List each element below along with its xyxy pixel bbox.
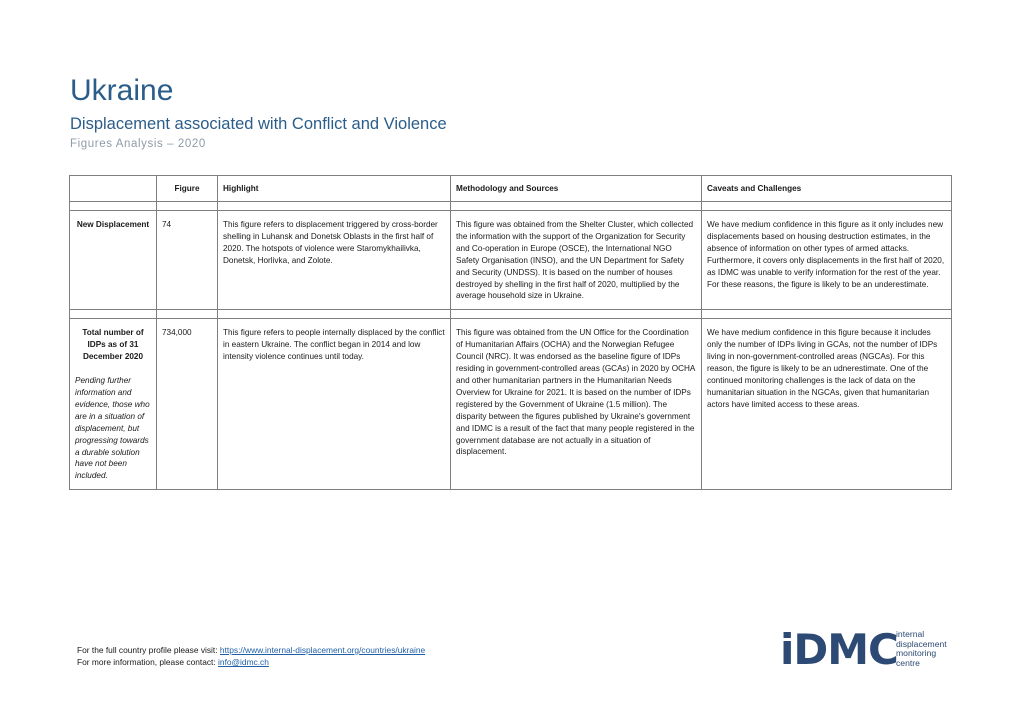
figures-table <box>69 175 952 490</box>
column-header-highlight: Highlight <box>218 176 451 202</box>
footer-contact-line <box>77 656 425 668</box>
row-methodology: This figure was obtained from the Shelter Cluster, which collected the information with the support of the Organization for Security and Co-operation in Europe (OSCE), the International NGO Safety Organisation (INSO), and the UN Department for Safety and Security (UNDSS). It is based on the number of houses destroyed by shelling in the first half of 2020, multiplied by the average household size in Ukraine. <box>451 211 702 310</box>
row-highlight: This figure refers to people internally displaced by the conflict in eastern Ukraine. The conflict began in 2014 and low intensity violence continues until today. <box>218 319 451 490</box>
row-caveats: We have medium confidence in this figure as it only includes new displacements based on housing destruction estimates, in the absence of information on other types of armed attacks. Furthermore, it covers only displacements in the first half of 2020, as IDMC was unable to verify information for the rest of the year. For these reasons, the figure is likely to be an underestimate. <box>702 211 952 310</box>
footer-profile-line <box>77 644 425 656</box>
page-subtitle: Displacement associated with Conflict and Violence <box>70 115 447 133</box>
footer-profile-text: For the full country profile please visit: <box>77 645 220 655</box>
table-row <box>70 211 952 310</box>
table-spacer <box>70 202 952 211</box>
page-tagline: Figures Analysis – 2020 <box>70 138 206 150</box>
row-category-label: Total number of IDPs as of 31 December 2020 <box>82 328 144 362</box>
logo-wordmark: iDMC <box>780 625 898 674</box>
logo-line: centre <box>896 657 920 668</box>
column-header-category <box>70 176 157 202</box>
idmc-logo <box>780 625 960 674</box>
logo-line: displacement <box>896 638 947 649</box>
row-figure: 74 <box>157 211 218 310</box>
row-category-label: New Displacement <box>76 220 150 229</box>
row-methodology: This figure was obtained from the UN Office for the Coordination of Humanitarian Affairs (OCHA) and the Norwegian Refugee Council (NRC). It was endorsed as the baseline figure of IDPs residing in government-controlled areas (GCAs) in 2020 by OCHA and other humanitarian partners in the Humanitarian Needs Overview for Ukraine for 2021. It is based on the number of IDPs registered by the Government of Ukraine (1.5 million). The disparity between the figures published by Ukraine's government and IDMC is a result of the fact that many people registered in the government database are not actually in a situation of displacement. <box>451 319 702 490</box>
table-row <box>70 319 952 490</box>
row-caveats: We have medium confidence in this figure because it includes only the number of IDPs living in GCAs, not the number of IDPs living in non-government-controlled areas (NGCAs). For this reason, the figure is likely to be an udnerestimate. One of the continued monitoring challenges is the lack of data on the humanitarian situation in the NGCAs, given that humanitarian actors have limited access to these areas. <box>702 319 952 490</box>
logo-line: internal <box>896 629 925 639</box>
logo-line: monitoring <box>896 648 937 659</box>
row-highlight: This figure refers to displacement triggered by cross-border shelling in Luhansk and Donetsk Oblasts in the first half of 2020. The hotspots of violence were Staromykhailivka, Donetsk, Horlivka, and Zolote. <box>218 211 451 310</box>
footer <box>77 644 425 668</box>
contact-email-link[interactable]: info@idmc.ch <box>218 657 269 667</box>
table-spacer <box>70 310 952 319</box>
page-title: Ukraine <box>70 74 174 107</box>
column-header-caveats: Caveats and Challenges <box>702 176 952 202</box>
footer-contact-text: For more information, please contact: <box>77 657 219 667</box>
column-header-methodology: Methodology and Sources <box>451 176 702 202</box>
row-figure: 734,000 <box>157 319 218 490</box>
row-category-note: Pending further information and evidence, those who are in a situation of displacement, but progressing towards a durable solution have not been included. <box>75 376 150 481</box>
table-header-row <box>70 176 952 202</box>
row-category <box>70 211 157 310</box>
country-profile-link[interactable]: https://www.internal-displacement.org/countries/ukraine <box>219 645 426 655</box>
logo-subtitle <box>896 630 947 668</box>
column-header-figure: Figure <box>157 176 218 202</box>
row-category <box>70 319 157 490</box>
